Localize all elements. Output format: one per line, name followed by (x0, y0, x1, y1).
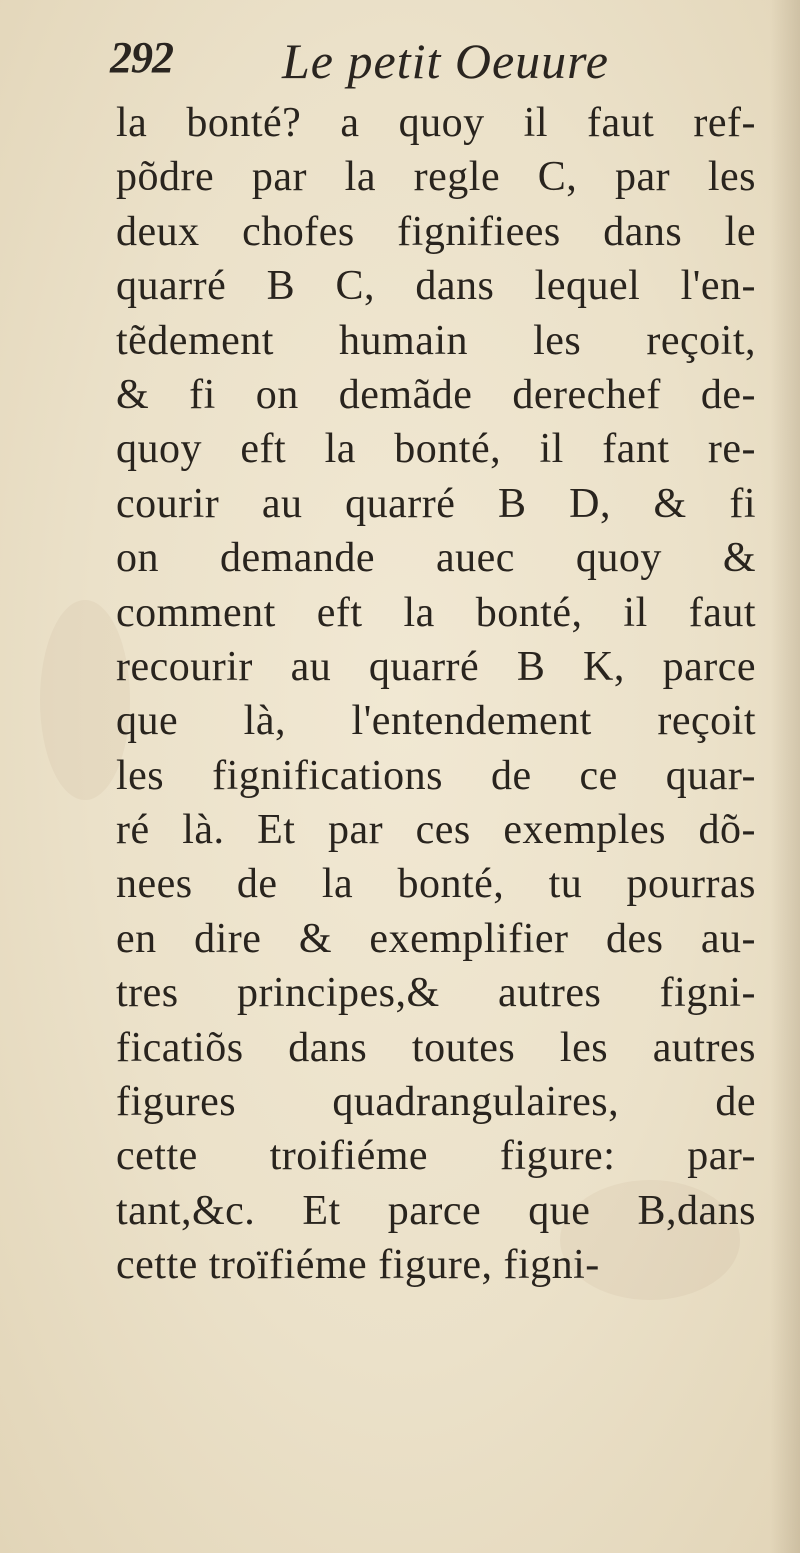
text-line: recourir au quarré B K, parce (116, 643, 756, 690)
text-line: ficatiõs dans toutes les autres (116, 1024, 756, 1071)
text-line: figures quadrangulaires, de (116, 1079, 756, 1126)
text-line: quarré B C, dans lequel l'en- (116, 263, 756, 310)
text-line: cette troïfiéme figure, figni- (116, 1242, 600, 1289)
text-line: la bonté? a quoy il faut ref- (116, 100, 756, 146)
page-edge-shadow (770, 0, 800, 1553)
text-line: on demande auec quoy & (116, 535, 756, 582)
running-head: Le petit Oeuure (282, 33, 609, 89)
text-line: ré là. Et par ces exemples dõ- (116, 807, 756, 854)
page-header (110, 32, 730, 96)
text-line: nees de la bonté, tu pourras (116, 861, 756, 908)
text-line: courir au quarré B D, & fi (116, 480, 756, 527)
text-line: quoy eft la bonté, il fant re- (116, 426, 756, 473)
text-line: les fignifications de ce quar- (116, 752, 756, 799)
text-line: en dire & exemplifier des au- (116, 915, 756, 962)
text-line: tant,&c. Et parce que B,dans (116, 1187, 756, 1234)
page-number: 292 (110, 33, 173, 82)
text-line: tẽdement humain les reçoit, (116, 317, 756, 364)
text-line: põdre par la regle C, par les (116, 154, 756, 201)
text-line: comment eft la bonté, il faut (116, 589, 756, 636)
text-line: tres principes,& autres figni- (116, 970, 756, 1017)
text-line: que là, l'entendement reçoit (116, 698, 756, 745)
text-line: & fi on demãde derechef de- (116, 371, 756, 418)
body-text (116, 96, 756, 1293)
text-line: deux chofes fignifiees dans le (116, 208, 756, 255)
text-line: cette troifiéme figure: par- (116, 1133, 756, 1180)
